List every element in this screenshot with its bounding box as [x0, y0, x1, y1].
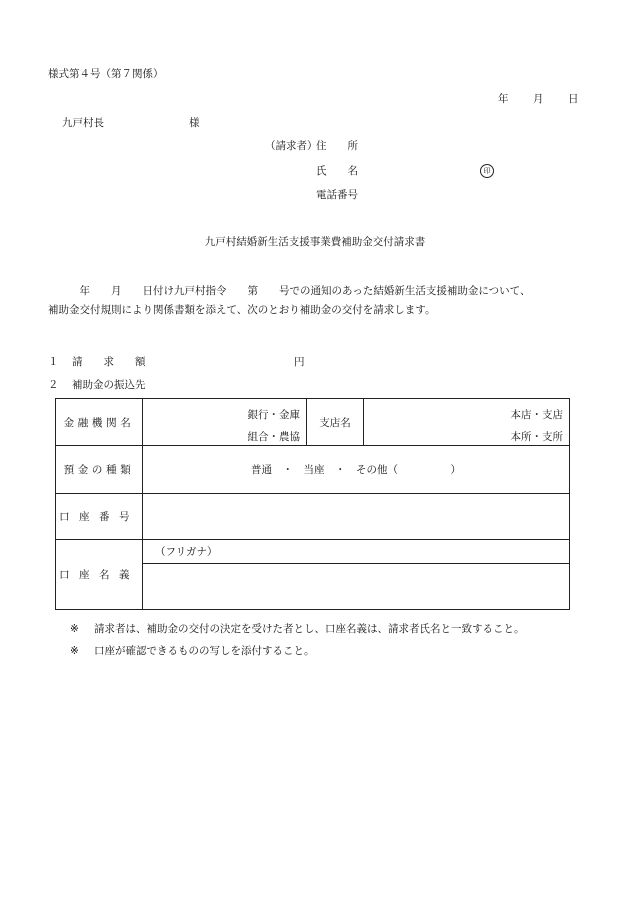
account-number-row: [56, 494, 570, 540]
bank-type-top: 銀行・金庫: [247, 409, 300, 421]
name-label: 氏 名: [316, 165, 358, 177]
item1-number: １: [48, 356, 59, 368]
phone-label: 電話番号: [316, 189, 358, 201]
date-year: 年: [498, 93, 509, 105]
deposit-type-row: [56, 446, 570, 494]
furigana-field[interactable]: [143, 540, 570, 564]
document-title: 九戸村結婚新生活支援事業費補助金交付請求書: [204, 236, 426, 248]
note1-text: 請求者は、補助金の交付の決定を受けた者とし、口座名義は、請求者氏名と一致すること。: [94, 623, 525, 635]
account-name-label: 口座名義: [56, 540, 143, 610]
body-line-2: 補助金交付規則により関係書類を添えて、次のとおり補助金の交付を請求します。: [48, 304, 436, 316]
institution-row: [56, 399, 570, 446]
branch-type-bottom: 本所・支所: [510, 431, 563, 443]
institution-label: 金融機関名: [56, 399, 143, 446]
institution-field[interactable]: [143, 399, 307, 446]
body-line-1: 年 月 日付け九戸村指令 第 号での通知のあった結婚新生活支援補助金について、: [48, 285, 531, 297]
account-name-field[interactable]: [143, 564, 570, 610]
item2-number: ２: [48, 379, 59, 391]
furigana-row: [56, 540, 570, 564]
body-paragraph: [48, 282, 588, 320]
date-day: 日: [568, 93, 579, 105]
item1-label: 請 求 額: [72, 356, 146, 368]
form-number: 様式第４号（第７関係）: [48, 68, 164, 80]
requester-role: （請求者）: [265, 140, 318, 152]
note1-mark: ※: [70, 623, 79, 635]
seal-mark: [480, 164, 494, 178]
furigana-label: （フリガナ）: [155, 546, 218, 558]
bank-account-table: [55, 398, 570, 610]
branch-field[interactable]: [364, 399, 570, 446]
date-month: 月: [533, 93, 544, 105]
bank-type-bottom: 組合・農協: [247, 431, 300, 443]
address-label: 住 所: [316, 140, 358, 152]
addressee: 九戸村長: [62, 117, 104, 129]
branch-type-top: 本店・支店: [510, 409, 563, 421]
note2-text: 口座が確認できるものの写しを添付すること。: [94, 645, 315, 657]
account-number-field[interactable]: [143, 494, 570, 540]
account-number-label: 口座番号: [56, 494, 143, 540]
deposit-type-options[interactable]: 普通 ・ 当座 ・ その他（ ）: [143, 446, 570, 494]
item2-label: 補助金の振込先: [72, 379, 146, 391]
item1-unit: 円: [294, 356, 305, 368]
note2-mark: ※: [70, 645, 79, 657]
branch-label: 支店名: [307, 399, 364, 446]
seal-icon: 印: [480, 164, 494, 178]
deposit-type-label: 預金の種類: [56, 446, 143, 494]
honorific: 様: [189, 117, 200, 129]
